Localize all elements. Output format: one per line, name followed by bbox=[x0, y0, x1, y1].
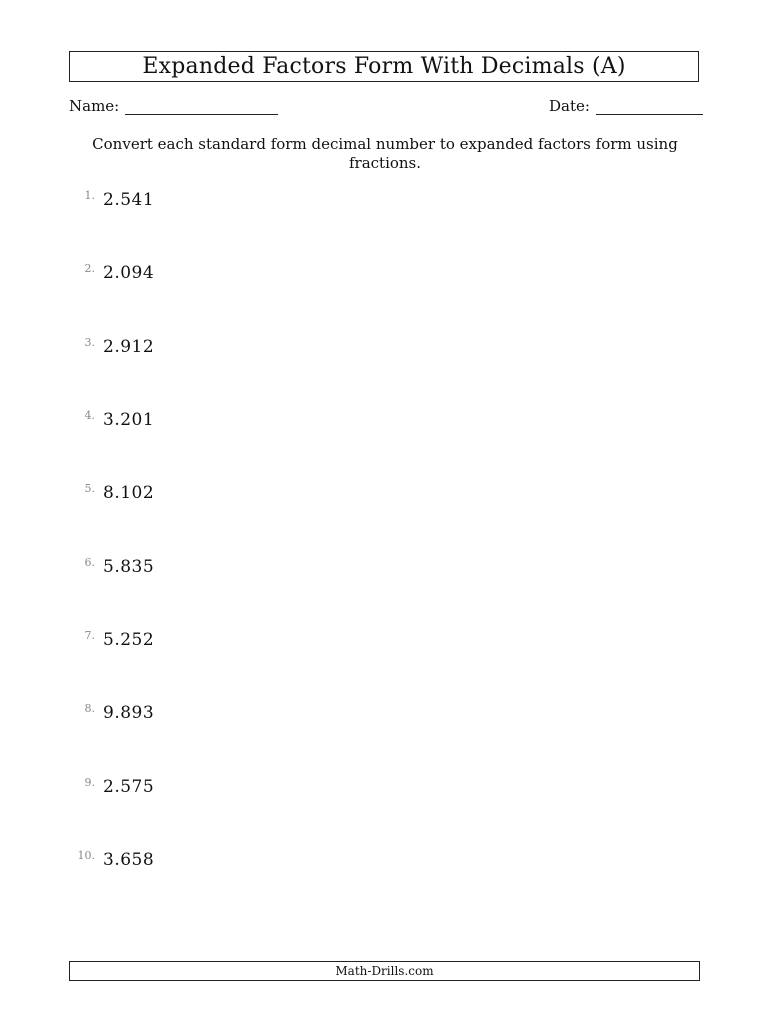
problem-item bbox=[0, 262, 300, 286]
problem-item bbox=[0, 849, 300, 873]
name-field bbox=[69, 97, 278, 115]
problem-item bbox=[0, 336, 300, 360]
problem-number: 9. bbox=[84, 776, 95, 789]
problem-item bbox=[0, 409, 300, 433]
problem-item bbox=[0, 482, 300, 506]
worksheet-title: Expanded Factors Form With Decimals (A) bbox=[142, 54, 626, 79]
problem-value: 2.575 bbox=[103, 777, 155, 797]
problem-value: 2.094 bbox=[103, 263, 155, 283]
date-field bbox=[549, 97, 703, 115]
problem-item bbox=[0, 189, 300, 213]
title-box bbox=[69, 51, 699, 82]
problem-value: 9.893 bbox=[103, 703, 155, 723]
problem-item bbox=[0, 702, 300, 726]
problem-value: 3.658 bbox=[103, 850, 155, 870]
problem-number: 5. bbox=[84, 482, 95, 495]
problem-number: 4. bbox=[84, 409, 95, 422]
problem-number: 10. bbox=[77, 849, 95, 862]
problem-number: 2. bbox=[84, 262, 95, 275]
problem-item bbox=[0, 629, 300, 653]
problem-number: 1. bbox=[84, 189, 95, 202]
name-label: Name: bbox=[69, 97, 120, 115]
date-line bbox=[596, 97, 703, 115]
date-label: Date: bbox=[549, 97, 590, 115]
problem-value: 5.835 bbox=[103, 557, 155, 577]
footer-box bbox=[69, 961, 700, 981]
problem-number: 7. bbox=[84, 629, 95, 642]
instructions: Convert each standard form decimal number to expanded factors form using fractions. bbox=[92, 135, 678, 172]
problem-number: 3. bbox=[84, 336, 95, 349]
footer-text: Math-Drills.com bbox=[335, 964, 434, 978]
problem-value: 8.102 bbox=[103, 483, 155, 503]
problem-item bbox=[0, 556, 300, 580]
problem-value: 2.912 bbox=[103, 337, 155, 357]
problem-item bbox=[0, 776, 300, 800]
problem-value: 3.201 bbox=[103, 410, 155, 430]
problem-value: 2.541 bbox=[103, 190, 155, 210]
problem-number: 6. bbox=[84, 556, 95, 569]
name-line bbox=[125, 97, 278, 115]
problem-number: 8. bbox=[84, 702, 95, 715]
problem-value: 5.252 bbox=[103, 630, 155, 650]
